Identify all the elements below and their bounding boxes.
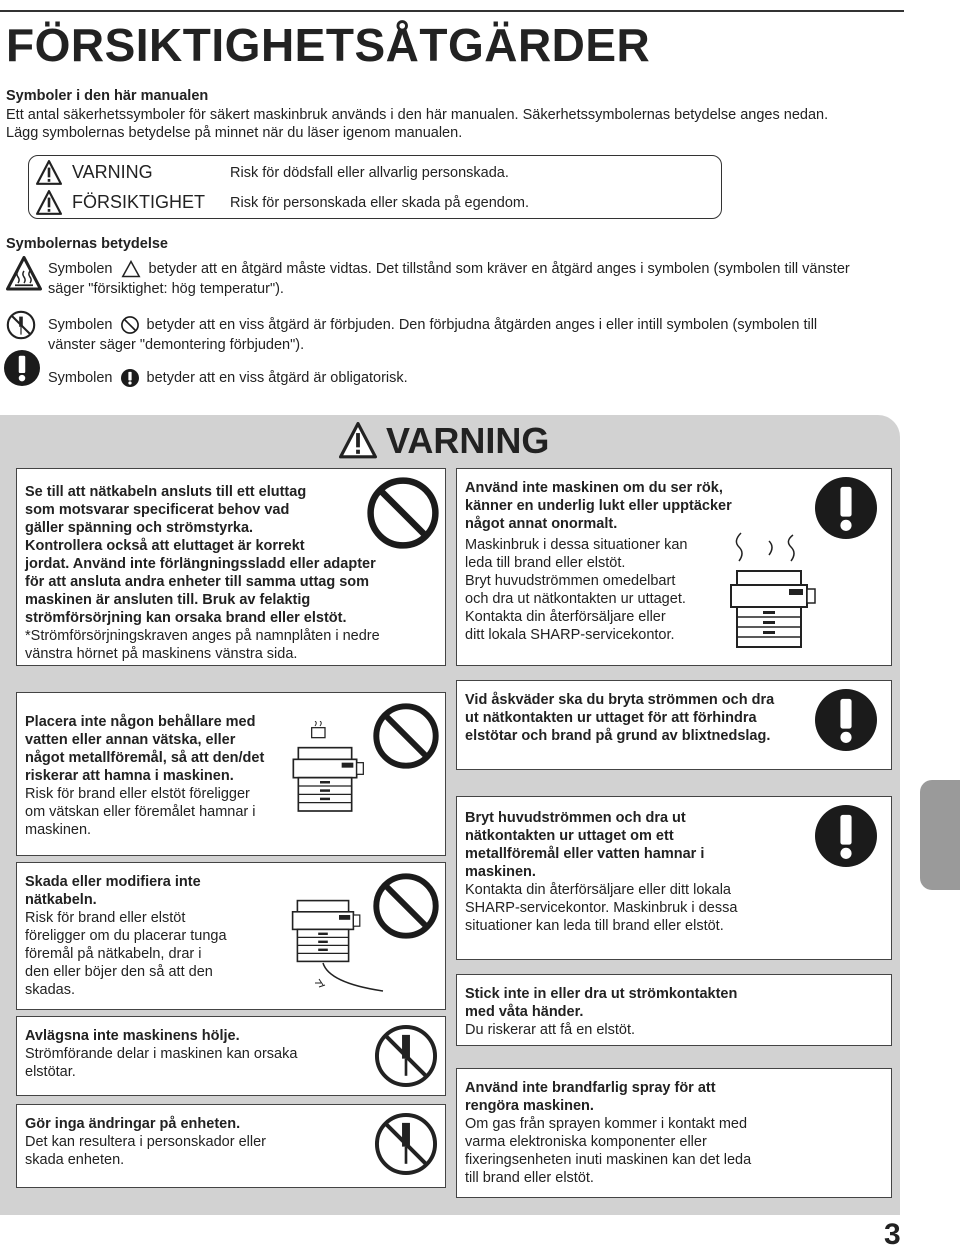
warning-card-thunderstorm <box>456 680 892 770</box>
meaning-row-3: Symbolen betyder att en viss åtgärd är obligatorisk. <box>48 370 408 386</box>
hot-surface-icon <box>6 256 42 292</box>
card-text: Vid åskväder ska du bryta strömmen och dra ut nätkontakten ur uttaget för att förhindra elstötar och brand på grund av blixtnedslag. <box>465 692 775 744</box>
card-text: Använd inte maskinen om du ser rök, känner en underlig lukt eller upptäcker något annat onormalt. Maskinbruk i dessa situationer kan leda till brand eller elstöt. Bryt huvudströmmen omedelbart och dra ut nätkontakten ur uttaget. Kontakta din återförsäljare eller ditt lokala SHARP-servicekontor. <box>465 480 732 643</box>
meaning-row-1b: säger "försiktighet: hög temperatur"). <box>48 281 284 297</box>
warning-card-metal-object <box>456 796 892 960</box>
prohibited-icon <box>367 477 439 549</box>
mandatory-icon <box>815 805 877 867</box>
mandatory-icon <box>815 689 877 751</box>
symbols-heading: Symboler i den här manualen <box>6 88 209 104</box>
warning-card-power-outlet <box>16 468 446 666</box>
card-text: Se till att nätkabeln ansluts till ett eluttag som motsvarar specificerat behov vad gäller spänning och strömstyrka. Kontrollera också att eluttaget är korrekt jordat. Använd inte förlängningssladd eller adapter för att ansluta andra enheter till samma uttag som maskinen är ansluten till. Bruk av felaktig strömförsörjning kan orsaka brand eller elstöt. *Strömförsörjningskraven anges på namnplåten i nedre vänstra hörnet på maskinens vänstra sida. <box>25 484 380 662</box>
card-text: Stick inte in eller dra ut strömkontakten med våta händer. Du riskerar att få en elstöt. <box>465 986 738 1038</box>
warning-card-power-cord <box>16 862 446 1010</box>
warning-card-liquid <box>16 692 446 856</box>
warning-card-wet-hands <box>456 974 892 1046</box>
section-tab[interactable] <box>920 780 960 890</box>
warning-triangle-icon <box>338 422 378 460</box>
warning-banner: VARNING <box>386 420 550 461</box>
warning-card-modify <box>16 1104 446 1188</box>
prohibited-icon <box>121 316 139 334</box>
warning-card-spray <box>456 1068 892 1198</box>
mandatory-icon <box>121 369 139 387</box>
top-rule <box>0 10 904 12</box>
warning-triangle-icon <box>36 160 62 186</box>
prohibited-icon <box>373 703 439 769</box>
legend-caution-label: FÖRSIKTIGHET <box>72 192 206 212</box>
action-triangle-icon <box>121 260 141 278</box>
card-text: Använd inte brandfarlig spray för att rengöra maskinen. Om gas från sprayen kommer i kontakt med varma elektroniska komponenter eller fixeringsenheten inuti maskinen kan det leda till brand eller elstöt. <box>465 1080 752 1186</box>
card-text: Avlägsna inte maskinens hölje. Strömförande delar i maskinen kan orsaka elstötar. <box>25 1028 298 1080</box>
warning-card-smoke <box>456 468 892 666</box>
card-text: Placera inte någon behållare med vatten eller annan vätska, eller något metallföremål, så att den/det riskerar att hamna i maskinen. Risk för brand eller elstöt föreligger om vätskan eller föremålet hamnar i maskinen. <box>25 714 265 838</box>
machine-liquid-icon <box>283 721 367 821</box>
legend-warning-desc: Risk för dödsfall eller allvarlig personskada. <box>230 165 509 181</box>
mandatory-icon <box>815 477 877 539</box>
mandatory-icon <box>4 350 40 386</box>
warning-triangle-icon <box>36 190 62 216</box>
card-text: Gör inga ändringar på enheten. Det kan resultera i personskador eller skada enheten. <box>25 1116 266 1168</box>
no-disassembly-icon <box>6 310 36 340</box>
page-title: FÖRSIKTIGHETSÅTGÄRDER <box>6 19 651 71</box>
card-text: Skada eller modifiera inte nätkabeln. Risk för brand eller elstöt föreligger om du placerar tunga föremål på nätkabeln, drar i den eller böjer den så att den skadas. <box>25 874 227 998</box>
page-number: 3 <box>884 1218 901 1251</box>
machine-smoke-icon <box>719 531 819 651</box>
no-disassembly-icon <box>373 1023 439 1089</box>
meaning-heading: Symbolernas betydelse <box>6 236 168 252</box>
card-text: Bryt huvudströmmen och dra ut nätkontakten ur uttaget om ett metallföremål eller vatten hamnar i maskinen. Kontakta din återförsäljare eller ditt lokala SHARP-servicekontor. Maskinbruk i dessa situationer kan leda till brand eller elstöt. <box>465 810 738 934</box>
legend-caution-desc: Risk för personskada eller skada på egendom. <box>230 195 530 211</box>
prohibited-icon <box>373 873 439 939</box>
no-modification-icon <box>373 1111 439 1177</box>
meaning-row-2: Symbolen betyder att en viss åtgärd är förbjuden. Den förbjudna åtgärden anges i eller intill symbolen (symbolen till <box>48 317 818 333</box>
warning-card-cover <box>16 1016 446 1096</box>
symbols-intro-1: Ett antal säkerhetssymboler för säkert maskinbruk används i den här manualen. Säkerhetssymbolernas betydelse anges nedan. <box>6 107 829 123</box>
legend-warning-label: VARNING <box>72 162 153 182</box>
meaning-row-2b: vänster säger "demontering förbjuden"). <box>48 337 305 353</box>
meaning-row-1: Symbolen betyder att en åtgärd måste vidtas. Det tillstånd som kräver en åtgärd anges i symbolen (symbolen till vänster <box>48 261 850 277</box>
symbols-intro-2: Lägg symbolernas betydelse på minnet när du läser igenom manualen. <box>6 125 463 141</box>
